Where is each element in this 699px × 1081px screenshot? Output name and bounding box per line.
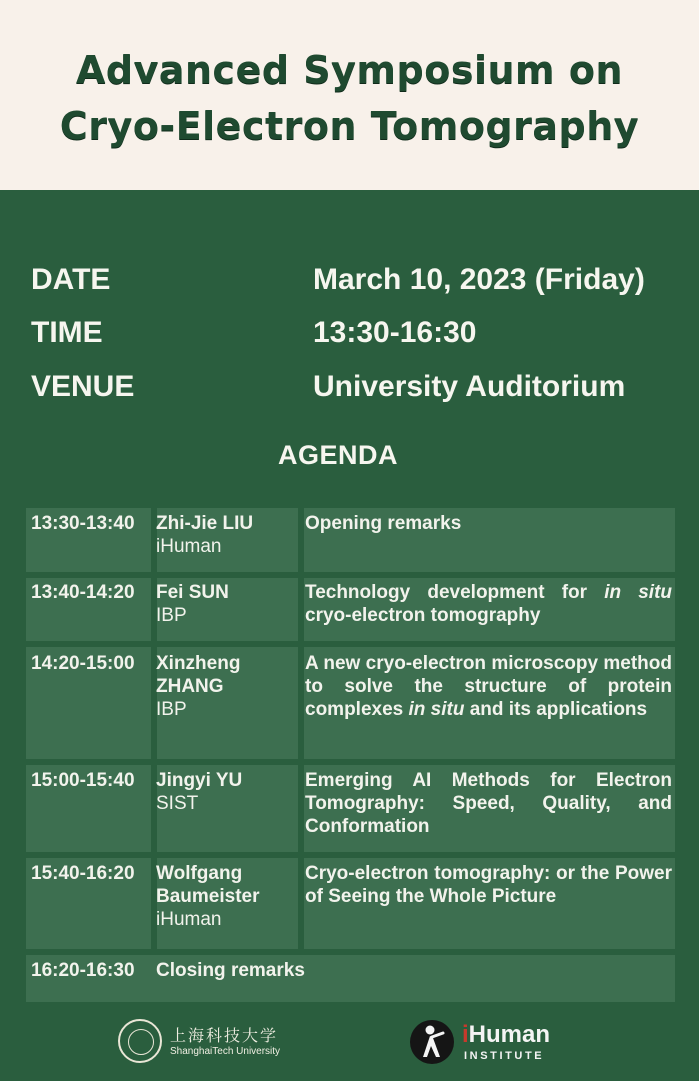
agenda-time: 15:00-15:40 — [31, 770, 135, 791]
logo-footer — [0, 1006, 699, 1081]
brand-i: i — [462, 1021, 469, 1048]
agenda-time: 13:30-13:40 — [31, 513, 135, 534]
speaker-affiliation: iHuman — [156, 536, 222, 557]
agenda-column-divider — [298, 508, 304, 572]
agenda-time: 15:40-16:20 — [31, 863, 135, 884]
speaker-name: Jingyi YU — [156, 770, 243, 791]
agenda-topic: Opening remarks — [305, 513, 462, 534]
speaker-name: Baumeister — [156, 886, 260, 907]
speaker-affiliation: IBP — [156, 699, 187, 720]
time-label: TIME — [31, 316, 103, 349]
speaker-name: Wolfgang — [156, 863, 243, 884]
speaker-affiliation: SIST — [156, 793, 199, 814]
agenda-speaker — [156, 769, 296, 815]
speaker-name: Closing remarks — [156, 960, 305, 981]
venue-row — [0, 370, 699, 410]
venue-value: University Auditorium — [313, 370, 626, 403]
time-value: 13:30-16:30 — [313, 316, 477, 349]
agenda-speaker — [156, 959, 556, 982]
ihuman-brand — [462, 1021, 550, 1049]
agenda-column-divider — [298, 765, 304, 852]
agenda-row-divider — [26, 949, 675, 955]
speaker-name: Fei SUN — [156, 582, 229, 603]
agenda-row-divider — [26, 572, 675, 578]
agenda-time: 13:40-14:20 — [31, 582, 135, 603]
speaker-affiliation: iHuman — [156, 909, 222, 930]
title-line-2: Cryo-Electron Tomography — [59, 104, 640, 148]
agenda-topic: Technology development for in situ cryo-electron tomography — [305, 582, 673, 626]
ihuman-institute: INSTITUTE — [464, 1050, 545, 1062]
agenda-column-divider — [298, 647, 304, 759]
agenda-speaker — [156, 512, 296, 558]
agenda-speaker — [156, 652, 296, 721]
venue-label: VENUE — [31, 370, 135, 403]
agenda-speaker — [156, 581, 296, 627]
header-banner — [0, 0, 699, 190]
page-title — [0, 42, 699, 154]
university-name-cn: 上海科技大学 — [170, 1026, 279, 1045]
ihuman-logo — [410, 1015, 570, 1071]
agenda-time: 16:20-16:30 — [31, 960, 135, 981]
agenda-column-divider — [298, 577, 304, 641]
agenda-row-divider — [26, 759, 675, 765]
speaker-name: Xinzheng — [156, 653, 241, 674]
agenda-row-divider — [26, 641, 675, 647]
agenda-column-divider — [298, 858, 304, 949]
agenda-topic: Emerging AI Methods for Electron Tomography: Speed, Quality, and Conformation — [305, 770, 672, 837]
date-label: DATE — [31, 263, 111, 296]
agenda-heading: AGENDA — [277, 440, 398, 470]
time-row — [0, 316, 699, 356]
speaker-name: ZHANG — [156, 676, 224, 697]
agenda-row-divider — [26, 852, 675, 858]
date-value: March 10, 2023 (Friday) — [313, 263, 645, 296]
brand-rest: Human — [468, 1021, 551, 1048]
agenda-time: 14:20-15:00 — [31, 653, 135, 674]
ihuman-figure-icon — [410, 1020, 454, 1064]
speaker-affiliation: IBP — [156, 605, 187, 626]
speaker-name: Zhi-Jie LIU — [156, 513, 254, 534]
university-seal-icon — [118, 1019, 162, 1063]
agenda-topic: A new cryo-electron microscopy method to solve the structure of protein complexes in situ and its applications — [305, 653, 672, 720]
title-line-1: Advanced Symposium on — [75, 48, 624, 92]
university-name-en: ShanghaiTech University — [170, 1046, 281, 1057]
shanghaitech-logo — [118, 1015, 298, 1071]
agenda-speaker — [156, 862, 296, 931]
agenda-topic: Cryo-electron tomography: or the Power of Seeing the Whole Picture — [305, 863, 672, 907]
date-row — [0, 263, 699, 303]
